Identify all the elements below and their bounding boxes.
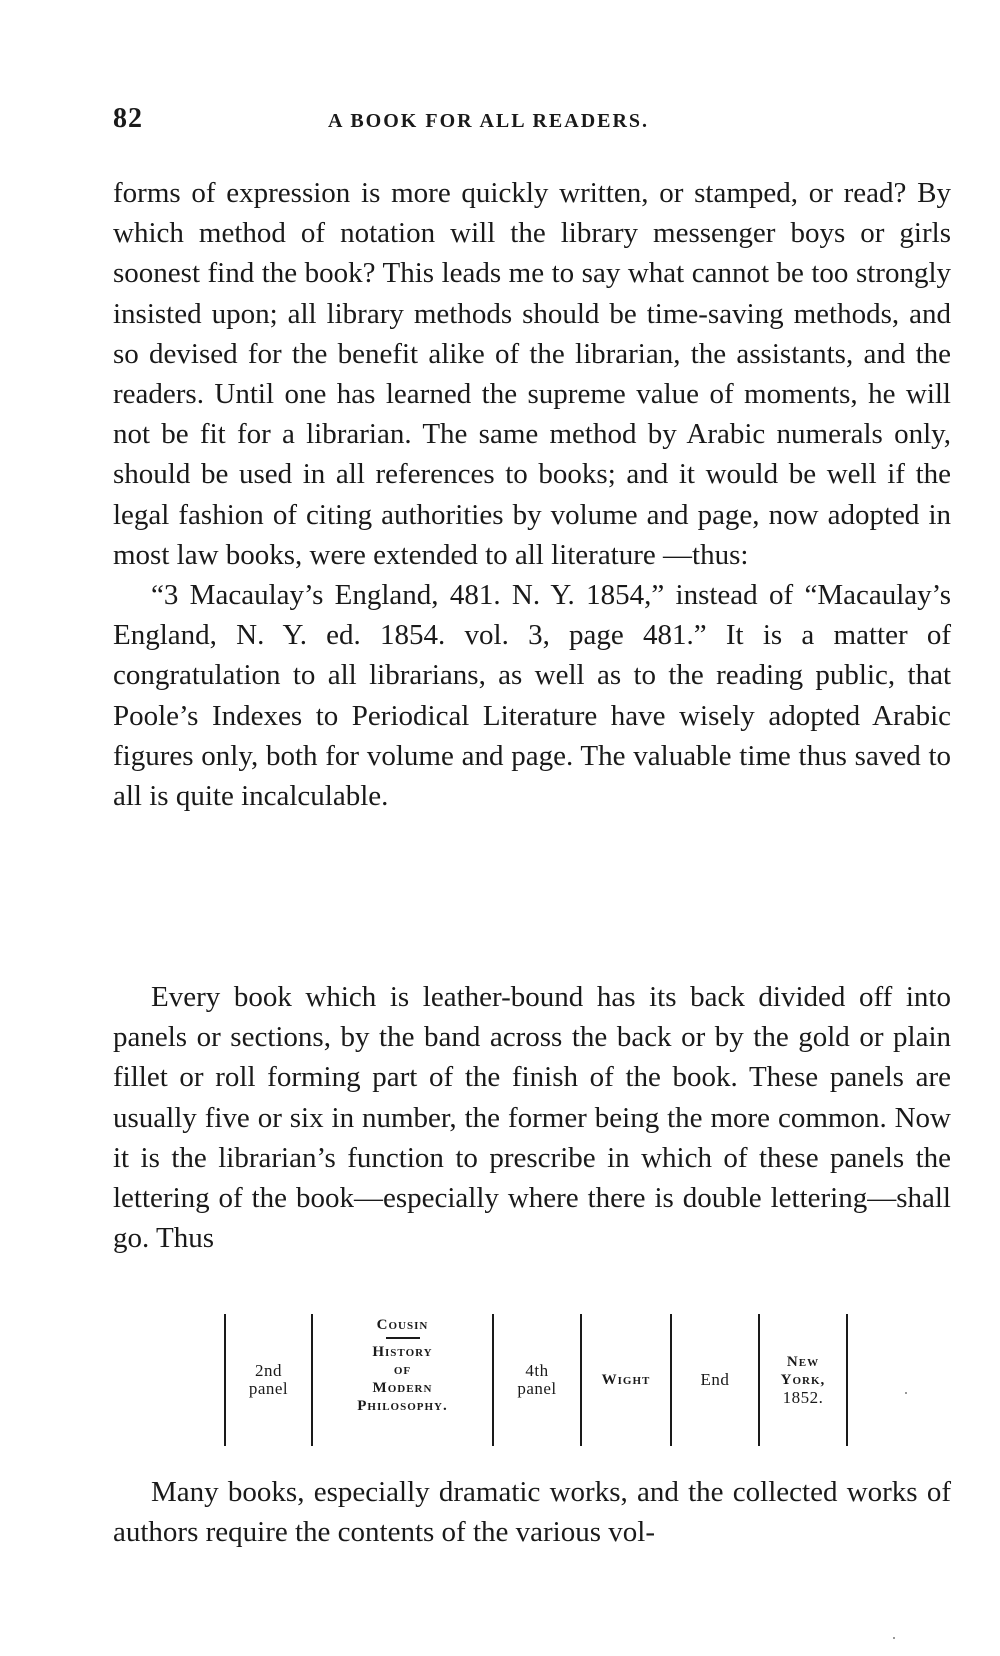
imprint-year: 1852. bbox=[782, 1388, 824, 1407]
end-label: End bbox=[700, 1370, 730, 1389]
title-line: of bbox=[393, 1362, 412, 1378]
body-text-bottom bbox=[113, 1472, 951, 1552]
title-line: History bbox=[372, 1344, 433, 1360]
title-line: Philosophy. bbox=[357, 1398, 448, 1414]
spine-panel-binder bbox=[582, 1314, 672, 1446]
spine-panel-4th bbox=[494, 1314, 582, 1446]
binder-label: Wight bbox=[601, 1372, 651, 1388]
paper-speck bbox=[893, 1637, 895, 1639]
body-text-top bbox=[113, 173, 951, 816]
panel-label: panel bbox=[248, 1379, 289, 1398]
title-divider bbox=[386, 1337, 420, 1339]
author-label: Cousin bbox=[376, 1317, 429, 1333]
book-spine-diagram bbox=[224, 1314, 848, 1446]
paragraph-notation: forms of expression is more quickly written, or stamped, or read? By which method of notation will the library messenger boys or girls soonest find the book? This leads me to say what cannot be too strongly insisted upon; all library methods should be time-saving methods, and so devised for the benefit alike of the librarian, the assistants, and the readers. Until one has learned the supreme value of moments, he will not be fit for a librarian. The same method by Arabic numerals only, should be used in all references to books; and it would be well if the legal fashion of citing authorities by volume and page, now adopted in most law books, were extended to all literature —thus: bbox=[113, 177, 951, 571]
panel-label: 4th bbox=[525, 1361, 549, 1380]
title-line: Modern bbox=[372, 1380, 433, 1396]
paragraph-citation: “3 Macaulay’s England, 481. N. Y. 1854,” instead of “Macaulay’s England, N. Y. ed. 1854. vol. 3, page 481.” It is a matter of congratulation to all librarians, as well as to the reading public, that Poole’s Indexes to Periodical Literature have wisely adopted Arabic figures only, both for volume and page. The valuable time thus saved to all is quite incalculable. bbox=[113, 579, 951, 813]
spine-panel-2nd bbox=[226, 1314, 313, 1446]
spine-panel-title bbox=[313, 1314, 494, 1446]
imprint-line: York, bbox=[780, 1372, 826, 1388]
panel-label: panel bbox=[517, 1379, 557, 1398]
imprint-line: New bbox=[786, 1354, 820, 1370]
paper-speck bbox=[905, 1392, 907, 1394]
spine-panel-end bbox=[672, 1314, 760, 1446]
page-header bbox=[113, 103, 951, 143]
panel-label: 2nd bbox=[255, 1361, 282, 1380]
paragraph-collected-works: Many books, especially dramatic works, and the collected works of authors require the contents of the various vol- bbox=[113, 1476, 951, 1549]
running-head: A BOOK FOR ALL READERS. bbox=[328, 110, 650, 132]
body-text-middle bbox=[113, 977, 951, 1258]
paragraph-panels: Every book which is leather-bound has its back divided off into panels or sections, by the band across the back or by the gold or plain fillet or roll forming part of the finish of the book. These panels are usually five or six in number, the former being the more common. Now it is the librarian’s function to prescribe in which of these panels the lettering of the book—especially where there is double lettering—shall go. Thus bbox=[113, 981, 951, 1255]
spine-panel-imprint bbox=[760, 1314, 848, 1446]
page-number: 82 bbox=[113, 103, 143, 134]
